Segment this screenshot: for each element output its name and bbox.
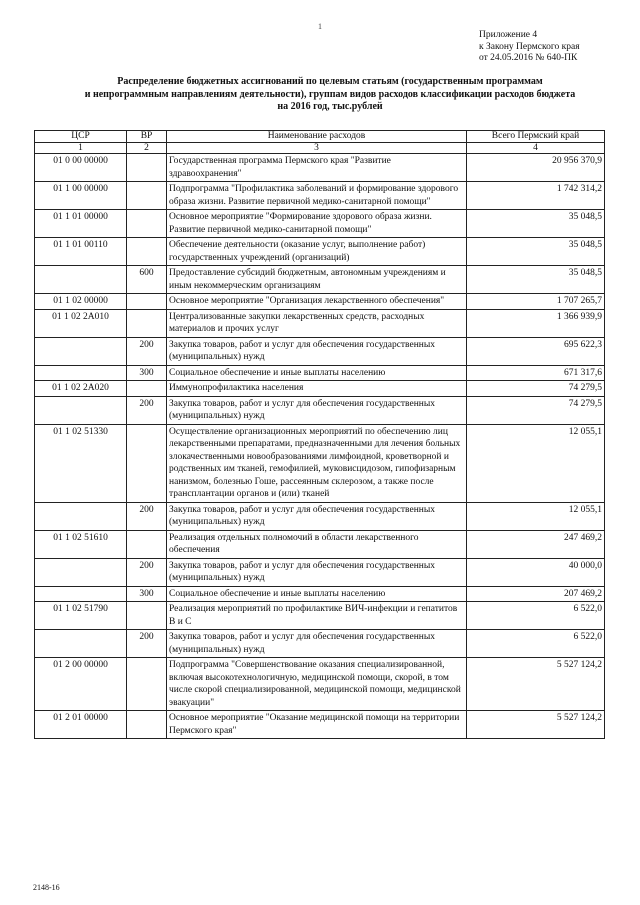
cell-vr: 300 [127,365,167,381]
cell-name: Предоставление субсидий бюджетным, автономным учреждениям и иным некоммерческим организациям [167,266,467,294]
cell-sum: 6 522,0 [467,602,605,630]
table-body [35,154,605,739]
cell-csr [35,396,127,424]
cell-name: Осуществление организационных мероприятий по обеспечению лиц лекарственными препаратами, предназначенными для лечения больных злокачественными новообразованиями лимфоидной, кроветворной и родственных им тканей, гемофилией, муковисцидозом, гипофизарным нанизмом, болезнью Гоше, рассеянным склерозом, а также после трансплантации органов и (или) тканей [167,424,467,502]
cell-vr [127,711,167,739]
cell-csr: 01 0 00 00000 [35,154,127,182]
title-line-3: на 2016 год, тыс.рублей [277,101,383,112]
cell-vr [127,381,167,397]
cell-sum: 35 048,5 [467,238,605,266]
cell-sum: 20 956 370,9 [467,154,605,182]
cell-csr: 01 1 02 51790 [35,602,127,630]
cell-csr: 01 1 00 00000 [35,182,127,210]
cell-vr [127,309,167,337]
appendix-block [479,30,580,65]
cell-vr [127,154,167,182]
cell-name: Подпрограмма "Профилактика заболеваний и формирование здорового образа жизни. Развитие первичной медико-санитарной помощи" [167,182,467,210]
cell-name: Государственная программа Пермского края "Развитие здравоохранения" [167,154,467,182]
table-row [35,396,605,424]
table-row [35,337,605,365]
table-row [35,630,605,658]
cell-sum: 74 279,5 [467,396,605,424]
cell-vr [127,424,167,502]
cell-vr: 200 [127,396,167,424]
cell-csr: 01 1 02 00000 [35,294,127,310]
cell-csr: 01 1 01 00000 [35,210,127,238]
header-csr: ЦСР [35,131,127,143]
cell-name: Обеспечение деятельности (оказание услуг, выполнение работ) государственных учреждений (организаций) [167,238,467,266]
cell-csr [35,558,127,586]
cell-vr [127,294,167,310]
appendix-line-1: Приложение 4 [479,30,538,40]
table-row [35,238,605,266]
table-row [35,424,605,502]
cell-vr [127,182,167,210]
budget-table [34,130,605,739]
cell-csr: 01 2 01 00000 [35,711,127,739]
cell-csr [35,337,127,365]
table-row [35,711,605,739]
cell-sum: 12 055,1 [467,502,605,530]
table-header-row [35,131,605,143]
cell-sum: 247 469,2 [467,530,605,558]
table-index-row [35,143,605,154]
cell-vr: 300 [127,586,167,602]
table-row [35,586,605,602]
cell-name: Закупка товаров, работ и услуг для обеспечения государственных (муниципальных) нужд [167,630,467,658]
cell-csr [35,630,127,658]
table-row [35,294,605,310]
cell-vr: 200 [127,337,167,365]
cell-name: Закупка товаров, работ и услуг для обеспечения государственных (муниципальных) нужд [167,502,467,530]
cell-sum: 1 366 939,9 [467,309,605,337]
table-row [35,658,605,711]
cell-vr [127,530,167,558]
cell-sum: 40 000,0 [467,558,605,586]
cell-name: Закупка товаров, работ и услуг для обеспечения государственных (муниципальных) нужд [167,396,467,424]
cell-sum: 5 527 124,2 [467,711,605,739]
index-1: 1 [35,143,127,154]
cell-name: Социальное обеспечение и иные выплаты населению [167,586,467,602]
table-row [35,210,605,238]
cell-csr: 01 1 02 2A010 [35,309,127,337]
cell-csr [35,365,127,381]
table-row [35,602,605,630]
cell-name: Подпрограмма "Совершенствование оказания специализированной, включая высокотехнологичную, медицинской помощи, скорой, в том числе скорой специализированной, медицинской помощи, медицинской эвакуации" [167,658,467,711]
cell-vr: 200 [127,502,167,530]
cell-sum: 207 469,2 [467,586,605,602]
table-row [35,381,605,397]
appendix-line-2: к Закону Пермского края [479,41,580,52]
header-name: Наименование расходов [167,131,467,143]
cell-csr: 01 1 02 51330 [35,424,127,502]
cell-sum: 12 055,1 [467,424,605,502]
table-row [35,266,605,294]
page-mark: 1 [318,22,322,31]
footer-code: 2148-16 [33,883,60,892]
cell-sum: 1 742 314,2 [467,182,605,210]
cell-csr: 01 1 02 51610 [35,530,127,558]
cell-vr [127,238,167,266]
title-line-1: Распределение бюджетных ассигнований по целевым статьям (государственным программам [117,76,543,87]
cell-name: Закупка товаров, работ и услуг для обеспечения государственных (муниципальных) нужд [167,337,467,365]
table-row [35,365,605,381]
cell-vr [127,602,167,630]
cell-csr: 01 2 00 00000 [35,658,127,711]
table-row [35,530,605,558]
cell-csr [35,586,127,602]
index-3: 3 [167,143,467,154]
cell-name: Закупка товаров, работ и услуг для обеспечения государственных (муниципальных) нужд [167,558,467,586]
cell-name: Основное мероприятие "Оказание медицинской помощи на территории Пермского края" [167,711,467,739]
cell-vr: 600 [127,266,167,294]
cell-vr: 200 [127,630,167,658]
cell-name: Реализация отдельных полномочий в области лекарственного обеспечения [167,530,467,558]
cell-name: Социальное обеспечение и иные выплаты населению [167,365,467,381]
cell-name: Основное мероприятие "Формирование здорового образа жизни. Развитие первичной медико-санитарной помощи" [167,210,467,238]
document-title [40,76,620,114]
cell-name: Иммунопрофилактика населения [167,381,467,397]
cell-csr: 01 1 01 00110 [35,238,127,266]
index-4: 4 [467,143,605,154]
cell-name: Основное мероприятие "Организация лекарственного обеспечения" [167,294,467,310]
cell-name: Реализация мероприятий по профилактике ВИЧ-инфекции и гепатитов В и С [167,602,467,630]
cell-sum: 695 622,3 [467,337,605,365]
table-row [35,558,605,586]
cell-csr [35,502,127,530]
index-2: 2 [127,143,167,154]
cell-sum: 74 279,5 [467,381,605,397]
cell-vr [127,658,167,711]
table-row [35,154,605,182]
cell-sum: 6 522,0 [467,630,605,658]
cell-csr [35,266,127,294]
cell-vr [127,210,167,238]
cell-sum: 35 048,5 [467,210,605,238]
cell-sum: 671 317,6 [467,365,605,381]
cell-sum: 35 048,5 [467,266,605,294]
header-total: Всего Пермский край [467,131,605,143]
appendix-line-3: от 24.05.2016 № 640-ПК [479,53,578,63]
table-row [35,502,605,530]
cell-sum: 5 527 124,2 [467,658,605,711]
cell-sum: 1 707 265,7 [467,294,605,310]
cell-vr: 200 [127,558,167,586]
header-vr: ВР [127,131,167,143]
title-line-2: и непрограммным направлениям деятельности), группам видов расходов классификации расходов бюджета [84,88,576,100]
cell-csr: 01 1 02 2A020 [35,381,127,397]
table-row [35,309,605,337]
cell-name: Централизованные закупки лекарственных средств, расходных материалов и прочих услуг [167,309,467,337]
table-row [35,182,605,210]
